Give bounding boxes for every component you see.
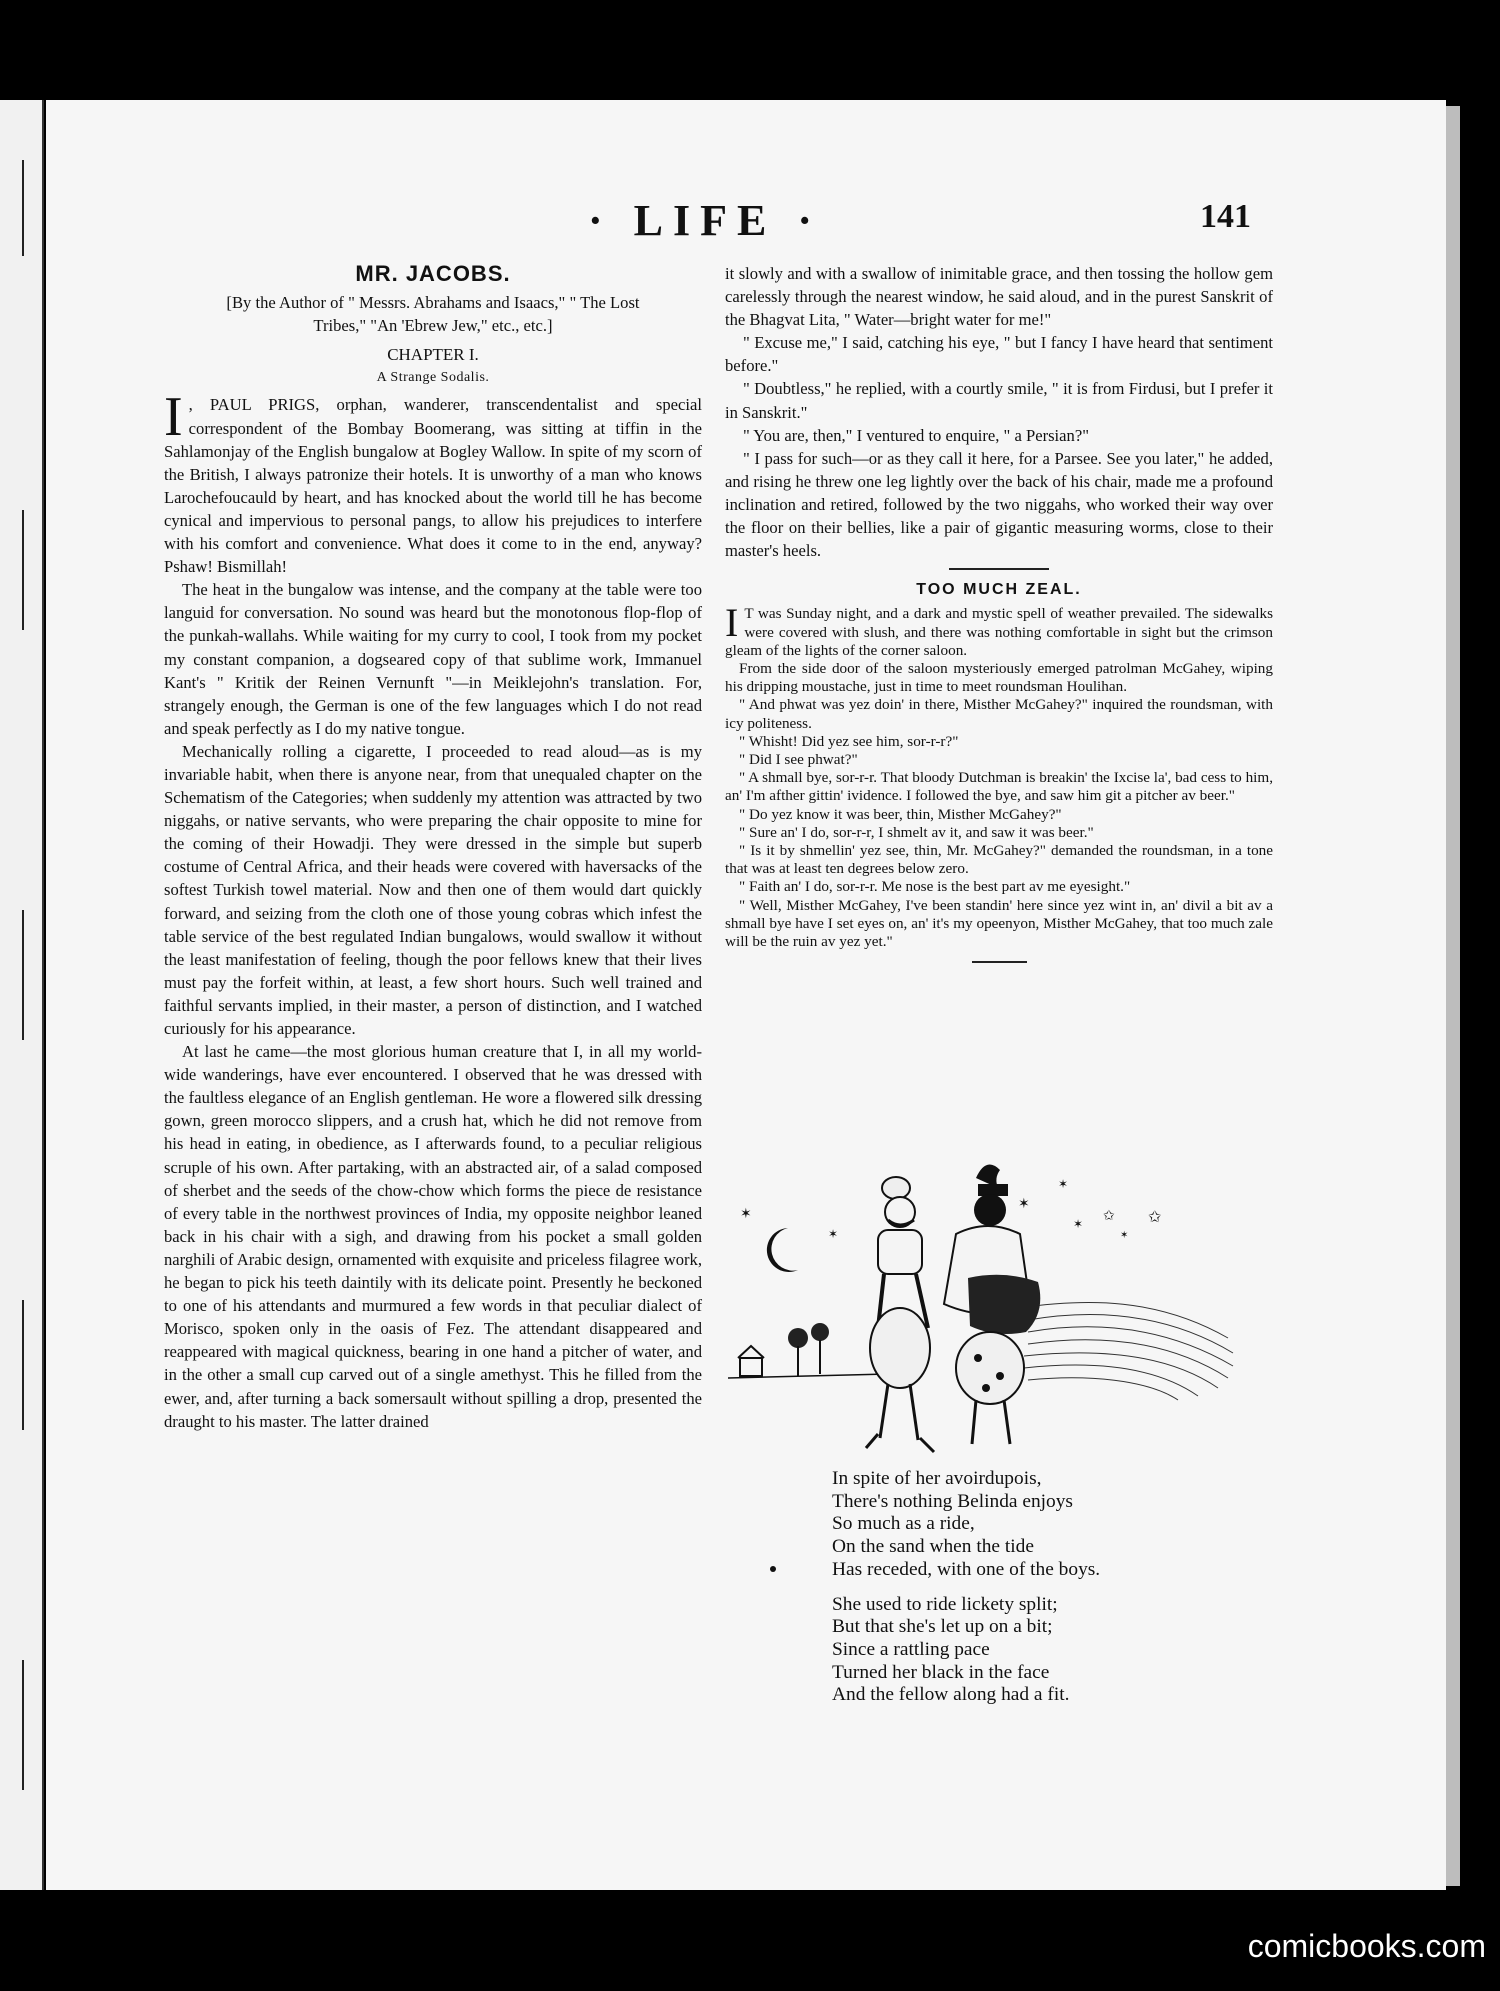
- paragraph: , PAUL PRIGS, orphan, wanderer, transcendentalist and special correspondent of the Bombay Boomerang, was sitting at tiffin in the Sahlamonjay of the English bungalow at Bogley Wallow. In spite of my scorn of the British, I always patronize their hotels. It is unworthy of a man who knows Larochefoucauld by heart, and has knocked about the world till he has become cynical and impervious to personal pangs, to allow his prejudices to interfere with his comfort and convenience. What does it come to in the end, anyway? Pshaw! Bismillah!: [164, 395, 702, 577]
- article-too-much-zeal: [725, 600, 1273, 951]
- svg-text:✶: ✶: [1058, 1177, 1069, 1191]
- moon-icon: [767, 1228, 798, 1272]
- poem-line: Turned her black in the face: [832, 1661, 1050, 1683]
- paragraph: " Doubtless," he replied, with a courtly smile, " it is from Firdusi, but I prefer it in Sanskrit.": [725, 379, 1273, 422]
- paragraph: " And phwat was yez doin' in there, Misther McGahey?" inquired the roundsman, with icy politeness.: [725, 696, 1273, 732]
- house: [740, 1358, 762, 1376]
- chapter-heading: CHAPTER I.: [387, 345, 479, 365]
- paragraph: Mechanically rolling a cigarette, I proceeded to read aloud—as is my invariable habit, when there is anyone near, from that unequaled chapter on the Schematism of the Categories; when suddenly my attention was attracted by two niggahs, or native servants, who were preparing the chair opposite to mine for the coming of their Howadji. They were dressed in the simple but superb costume of Central Africa, and their heads were covered with haversacks of the softest Turkish towel material. Now and then one of them would dart quickly forward, and seizing from the cloth one of those young cobras which infest the table service of the best regulated Indian bungalows, would swallow it without the least manifestation of feeling, though the poor fellows knew that their lives must pay the forfeit within, at least, a few short hours. Such well trained and faithful servants implied, in their master, a person of distinction, and I watched curiously for his appearance.: [164, 741, 702, 1038]
- poem-stanza: [832, 1594, 1252, 1708]
- binding-mark: [22, 160, 24, 256]
- tree: [811, 1323, 829, 1341]
- poem-line: There's nothing Belinda enjoys: [832, 1490, 1073, 1512]
- article-mr-jacobs: [164, 262, 702, 1433]
- page-edge: [1446, 106, 1460, 1886]
- poem-line: Since a rattling pace: [832, 1638, 990, 1660]
- article-title: TOO MUCH ZEAL.: [916, 581, 1082, 599]
- svg-text:✶: ✶: [740, 1207, 752, 1222]
- byline-line: Tribes," "An 'Ebrew Jew," etc., etc.]: [313, 316, 553, 336]
- poem-line: But that she's let up on a bit;: [832, 1616, 1053, 1638]
- paragraph: it slowly and with a swallow of inimitable grace, and then tossing the hollow gem carelessly through the nearest window, he said aloud, and in the purest Sanskrit of the Bhagvat Lita, " Water—bright water for me!": [725, 264, 1273, 330]
- binding-mark: [22, 910, 24, 1040]
- svg-text:✶: ✶: [828, 1227, 839, 1241]
- page-number: 141: [1200, 198, 1251, 235]
- chapter-subtitle: A Strange Sodalis.: [376, 370, 490, 386]
- svg-text:✶: ✶: [1120, 1230, 1129, 1241]
- section-divider: [972, 961, 1027, 963]
- drop-cap: I: [164, 386, 183, 449]
- paragraph: " Sure an' I do, sor-r-r, I shmelt av it, and saw it was beer.": [739, 823, 1094, 841]
- drop-cap: I: [725, 600, 739, 646]
- tree: [788, 1328, 808, 1348]
- poem-line: She used to ride lickety split;: [832, 1593, 1058, 1615]
- female-rider: [944, 1165, 1040, 1334]
- section-divider: [949, 568, 1049, 570]
- masthead: · LIFE ·: [587, 196, 823, 245]
- binding-mark: [22, 1660, 24, 1790]
- byline-line: [By the Author of " Messrs. Abrahams and Isaacs," " The Lost: [226, 293, 640, 313]
- right-mount: [956, 1332, 1024, 1444]
- binding-mark: [22, 1300, 24, 1430]
- poem: [832, 1468, 1252, 1719]
- bullet-mark: [770, 1566, 776, 1572]
- poem-line: And the fellow along had a fit.: [832, 1684, 1070, 1706]
- svg-text:✩: ✩: [1103, 1209, 1115, 1224]
- facing-page-edge: [0, 100, 44, 1890]
- stars: [740, 1177, 1162, 1241]
- poem-line: On the sand when the tide: [832, 1536, 1034, 1558]
- article-title: MR. JACOBS.: [355, 261, 511, 286]
- paragraph: " Excuse me," I said, catching his eye, " but I fancy I have heard that sentiment before.": [725, 333, 1273, 376]
- male-rider: [878, 1177, 928, 1328]
- dust-cloud: [1018, 1302, 1233, 1400]
- site-watermark: comicbooks.com: [1247, 1928, 1486, 1964]
- binding-mark: [22, 510, 24, 630]
- svg-text:✶: ✶: [1073, 1217, 1084, 1231]
- paragraph: T was Sunday night, and a dark and mystic spell of weather prevailed. The sidewalks were covered with slush, and there was nothing comfortable in sight but the crimson gleam of the lights of the corner saloon.: [725, 605, 1273, 659]
- svg-text:✶: ✶: [1018, 1197, 1030, 1212]
- paragraph: " Faith an' I do, sor-r-r. Me nose is the best part av me eyesight.": [739, 878, 1131, 896]
- poem-stanza: [832, 1468, 1252, 1582]
- paragraph: " Whisht! Did yez see him, sor-r-r?": [739, 732, 959, 750]
- paragraph: " Is it by shmellin' yez see, thin, Mr. McGahey?" demanded the roundsman, in a tone that was at least ten degrees below zero.: [725, 841, 1273, 878]
- poem-line: So much as a ride,: [832, 1513, 975, 1535]
- poem-line: In spite of her avoirdupois,: [832, 1468, 1042, 1489]
- left-mount: [866, 1308, 934, 1452]
- paragraph: " Did I see phwat?": [739, 750, 858, 768]
- paragraph: " I pass for such—or as they call it here, for a Parsee. See you later," he added, and rising he threw one leg lightly over the back of his chair, made me a profound inclination and retired, followed by the two niggahs, who worked their way over the floor on their bellies, like a pair of gigantic measuring worms, close to their master's heels.: [725, 448, 1273, 561]
- paragraph: From the side door of the saloon mysteriously emerged patrolman McGahey, wiping his dripping moustache, just in time to meet roundsman Houlihan.: [725, 659, 1273, 696]
- byline: [164, 291, 702, 337]
- paragraph: " A shmall bye, sor-r-r. That bloody Dutchman is breakin' the Ixcise la', bad cess to him, an' I'm afther gittin' ividence. I followed the bye, and saw him git a pitcher av beer.": [725, 769, 1273, 805]
- article-continuation: [725, 262, 1273, 973]
- paragraph: " Do yez know it was beer, thin, Misther McGahey?": [739, 805, 1062, 823]
- paragraph: " Well, Misther McGahey, I've been standin' here since yez wint in, an' divil a bit av a shmall bye have I set eyes on, an' it's my opeenyon, Misther McGahey, that too much zale will be the ruin av yez yet.": [725, 896, 1273, 950]
- riding-illustration: [728, 1148, 1268, 1466]
- paragraph: The heat in the bungalow was intense, and the company at the table were too languid for conversation. No sound was heard but the monotonous flop-flop of the punkah-wallahs. While waiting for my curry to cool, I took from my pocket my constant companion, a dogseared copy of that sublime work, Immanuel Kant's " Kritik der Reinen Vernunft "—in Meiklejohn's translation. For, strangely enough, the German is one of the few languages which I do not read and speak perfectly as I do my native tongue.: [164, 580, 702, 738]
- poem-line: Has receded, with one of the boys.: [832, 1558, 1101, 1580]
- svg-text:✩: ✩: [1148, 1209, 1162, 1226]
- paragraph: " You are, then," I ventured to enquire, " a Persian?": [743, 425, 1089, 445]
- paragraph: At last he came—the most glorious human creature that I, in all my world-wide wanderings, have ever encountered. I observed that he was dressed with the faultless elegance of an English gentleman. He wore a flowered silk dressing gown, green morocco slippers, and a crush hat, which he did not remove from his head in eating, in obedience, as I afterwards found, to a peculiar religious scruple of his own. After partaking, with an abstracted air, of a salad composed of sherbet and the seeds of the chow-chow which forms the piece de resistance of every table in the northwest provinces of India, my opposite neighbor leaned back in his chair with a sigh, and drawing from his pocket a small golden narghili of Arabic design, ornamented with exquisite and priceless filagree work, he began to pick his teeth daintily with its delicate point. Presently he beckoned to one of his attendants and murmured a few words in that peculiar dialect of Morisco, spoken only in the oasis of Fez. The attendant disappeared and reappeared with magical quickness, bearing in one hand a pitcher of water, and in the other a small cup carved out of a single amethyst. This he filled from the ewer, and, after turning a back somersault without spilling a drop, presented the draught to his master. The latter drained: [164, 1042, 702, 1431]
